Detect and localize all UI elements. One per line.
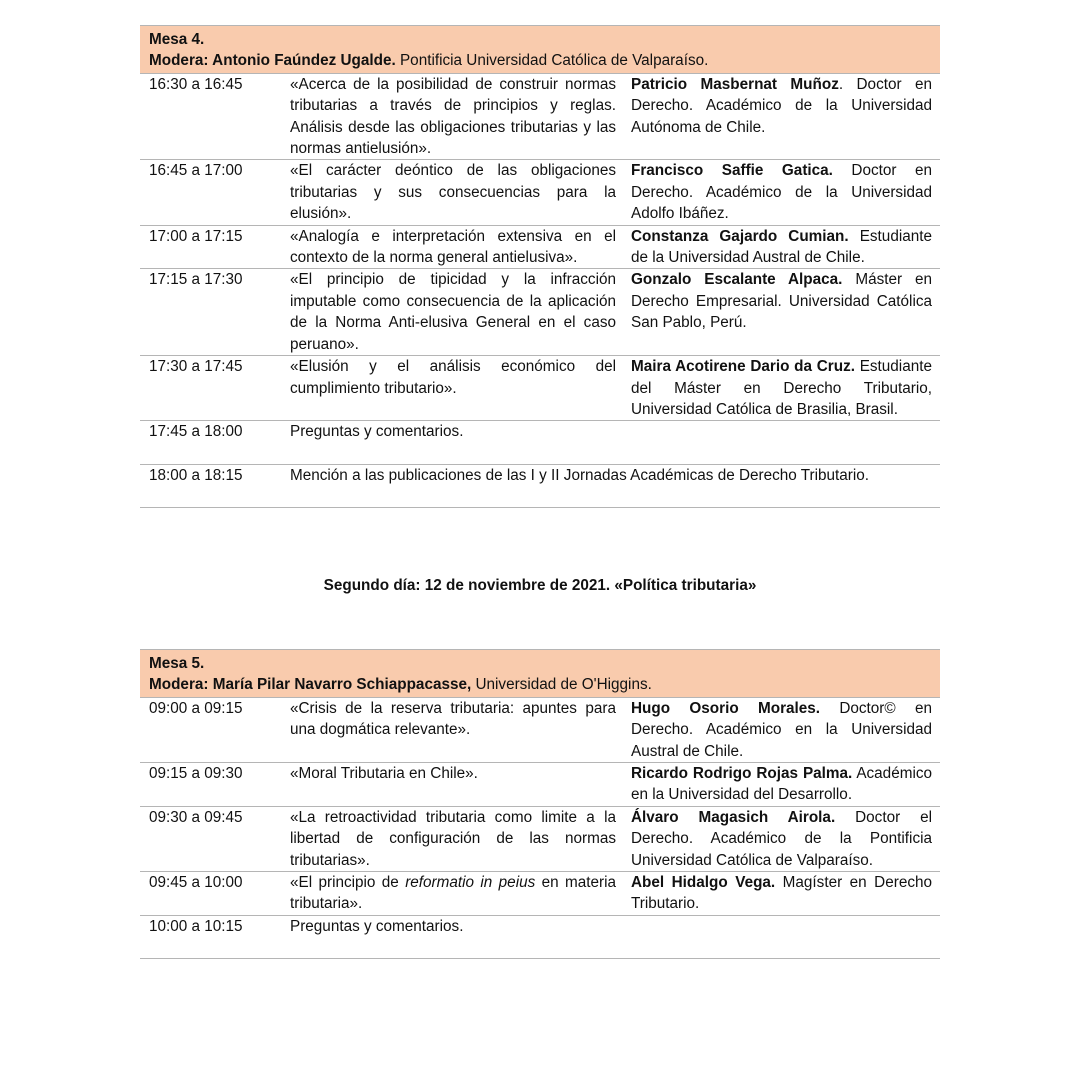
speaker-description: Doctor en Derecho. Académico de la Universidad Adolfo Ibáñez. bbox=[631, 162, 932, 223]
talk-title: «El carácter deóntico de las obligaciones tributarias y sus consecuencias para la elusión». bbox=[290, 162, 616, 223]
table-row bbox=[140, 763, 940, 807]
talk-title bbox=[290, 872, 616, 915]
speaker-description: Estudiante del Máster en Derecho Tributario, Universidad Católica de Brasilia, Brasil. bbox=[631, 358, 932, 418]
talk-title: «Acerca de la posibilidad de construir normas tributarias a través de principios y reglas. Análisis desde las obligaciones tributarias y las normas antielusión». bbox=[290, 75, 616, 158]
speaker-description: Doctor© en Derecho. Académico en la Universidad Austral de Chile. bbox=[631, 699, 932, 760]
speaker-name: Patricio Masbernat Muñoz bbox=[631, 75, 839, 93]
mesa-4-moderator-affiliation: Pontificia Universidad Católica de Valparaíso. bbox=[395, 52, 709, 70]
talk-title: «La retroactividad tributaria como limite a la libertad de configuración de las normas tributarias». bbox=[290, 808, 616, 869]
talk-title: «El principio de tipicidad y la infracción imputable como consecuencia de la aplicación de la Norma Anti-elusiva General en el caso peruano». bbox=[290, 271, 616, 353]
mesa-5-table bbox=[140, 649, 940, 959]
mesa-4-title: Mesa 4. bbox=[149, 31, 205, 48]
speaker-description: Doctor el Derecho. Académico de la Pontificia Universidad Católica de Valparaíso. bbox=[631, 808, 932, 869]
speaker-description: Estudiante de la Universidad Austral de Chile. bbox=[631, 227, 932, 267]
speaker-info bbox=[616, 698, 932, 762]
session-time: 09:45 a 10:00 bbox=[149, 874, 243, 892]
speaker-description: Máster en Derecho Empresarial. Universidad Católica San Pablo, Perú. bbox=[631, 271, 932, 332]
session-time: 09:15 a 09:30 bbox=[149, 765, 243, 783]
session-time: 16:30 a 16:45 bbox=[149, 75, 243, 93]
table-row bbox=[140, 74, 940, 161]
talk-title: «Crisis de la reserva tributaria: apuntes para una dogmática relevante». bbox=[290, 699, 616, 739]
speaker-name: Francisco Saffie Gatica. bbox=[631, 162, 833, 180]
speaker-info bbox=[616, 269, 932, 355]
speaker-description: Magíster en Derecho Tributario. bbox=[631, 874, 933, 913]
table-row bbox=[140, 269, 940, 356]
session-time: 17:45 a 18:00 bbox=[149, 423, 243, 441]
speaker-info bbox=[616, 226, 932, 269]
session-time: 18:00 a 18:15 bbox=[149, 466, 243, 484]
mesa-4-moderator bbox=[149, 50, 932, 71]
table-row bbox=[140, 226, 940, 270]
talk-title: «Moral Tributaria en Chile». bbox=[290, 765, 478, 783]
session-time: 17:30 a 17:45 bbox=[149, 358, 243, 376]
talk-title-start: «El principio de bbox=[290, 874, 406, 892]
table-row bbox=[140, 356, 940, 421]
session-time: 17:00 a 17:15 bbox=[149, 227, 243, 245]
speaker-info bbox=[616, 763, 932, 806]
session-time: 17:15 a 17:30 bbox=[149, 271, 243, 289]
mesa-5-moderator-affiliation: Universidad de O'Higgins. bbox=[471, 676, 652, 694]
table-row bbox=[140, 807, 940, 872]
table-row bbox=[140, 465, 940, 508]
speaker-info bbox=[616, 160, 932, 224]
speaker-description: Académico en la Universidad del Desarrollo. bbox=[631, 765, 932, 804]
talk-title: «Analogía e interpretación extensiva en el contexto de la norma general antielusiva». bbox=[290, 227, 616, 267]
talk-title-end: en materia tributaria». bbox=[290, 874, 616, 913]
mesa-4-moderator-name: Modera: Antonio Faúndez Ugalde. bbox=[149, 52, 396, 70]
speaker-info bbox=[616, 807, 932, 871]
mesa-5-moderator-name: Modera: María Pilar Navarro Schiappacasse, bbox=[149, 676, 472, 694]
session-time: 10:00 a 10:15 bbox=[149, 917, 243, 935]
table-row bbox=[140, 421, 940, 464]
speaker-name: Constanza Gajardo Cumian. bbox=[631, 227, 849, 245]
speaker-name: Abel Hidalgo Vega. bbox=[631, 874, 776, 892]
mention-text: Mención a las publicaciones de las I y II Jornadas Académicas de Derecho Tributario. bbox=[290, 466, 870, 484]
mesa-5-title: Mesa 5. bbox=[149, 655, 205, 672]
talk-title-italic: reformatio in peius bbox=[405, 874, 536, 892]
table-row bbox=[140, 872, 940, 916]
session-time: 09:30 a 09:45 bbox=[149, 808, 243, 826]
table-row bbox=[140, 160, 940, 225]
speaker-info bbox=[616, 356, 932, 420]
day-title: Segundo día: 12 de noviembre de 2021. «Política tributaria» bbox=[323, 577, 757, 594]
speaker-name: Hugo Osorio Morales. bbox=[631, 699, 821, 717]
table-row bbox=[140, 916, 940, 959]
talk-title: «Elusión y el análisis económico del cumplimiento tributario». bbox=[290, 358, 616, 397]
session-time: 16:45 a 17:00 bbox=[149, 162, 243, 180]
speaker-name: Gonzalo Escalante Alpaca. bbox=[631, 271, 843, 289]
speaker-info bbox=[616, 74, 932, 160]
speaker-info bbox=[616, 872, 932, 915]
mesa-5-header bbox=[140, 649, 940, 698]
speaker-name: Maira Acotirene Dario da Cruz. bbox=[631, 358, 855, 376]
speaker-name: Álvaro Magasich Airola. bbox=[631, 808, 836, 826]
session-time: 09:00 a 09:15 bbox=[149, 699, 243, 717]
questions-text: Preguntas y comentarios. bbox=[290, 423, 464, 441]
questions-text: Preguntas y comentarios. bbox=[290, 917, 464, 935]
mesa-4-header bbox=[140, 25, 940, 74]
mesa-5-moderator bbox=[149, 674, 932, 695]
mesa-4-table bbox=[140, 25, 940, 508]
speaker-name: Ricardo Rodrigo Rojas Palma. bbox=[631, 765, 853, 783]
table-row bbox=[140, 698, 940, 763]
speaker-description: . Doctor en Derecho. Académico de la Universidad Autónoma de Chile. bbox=[631, 75, 932, 136]
